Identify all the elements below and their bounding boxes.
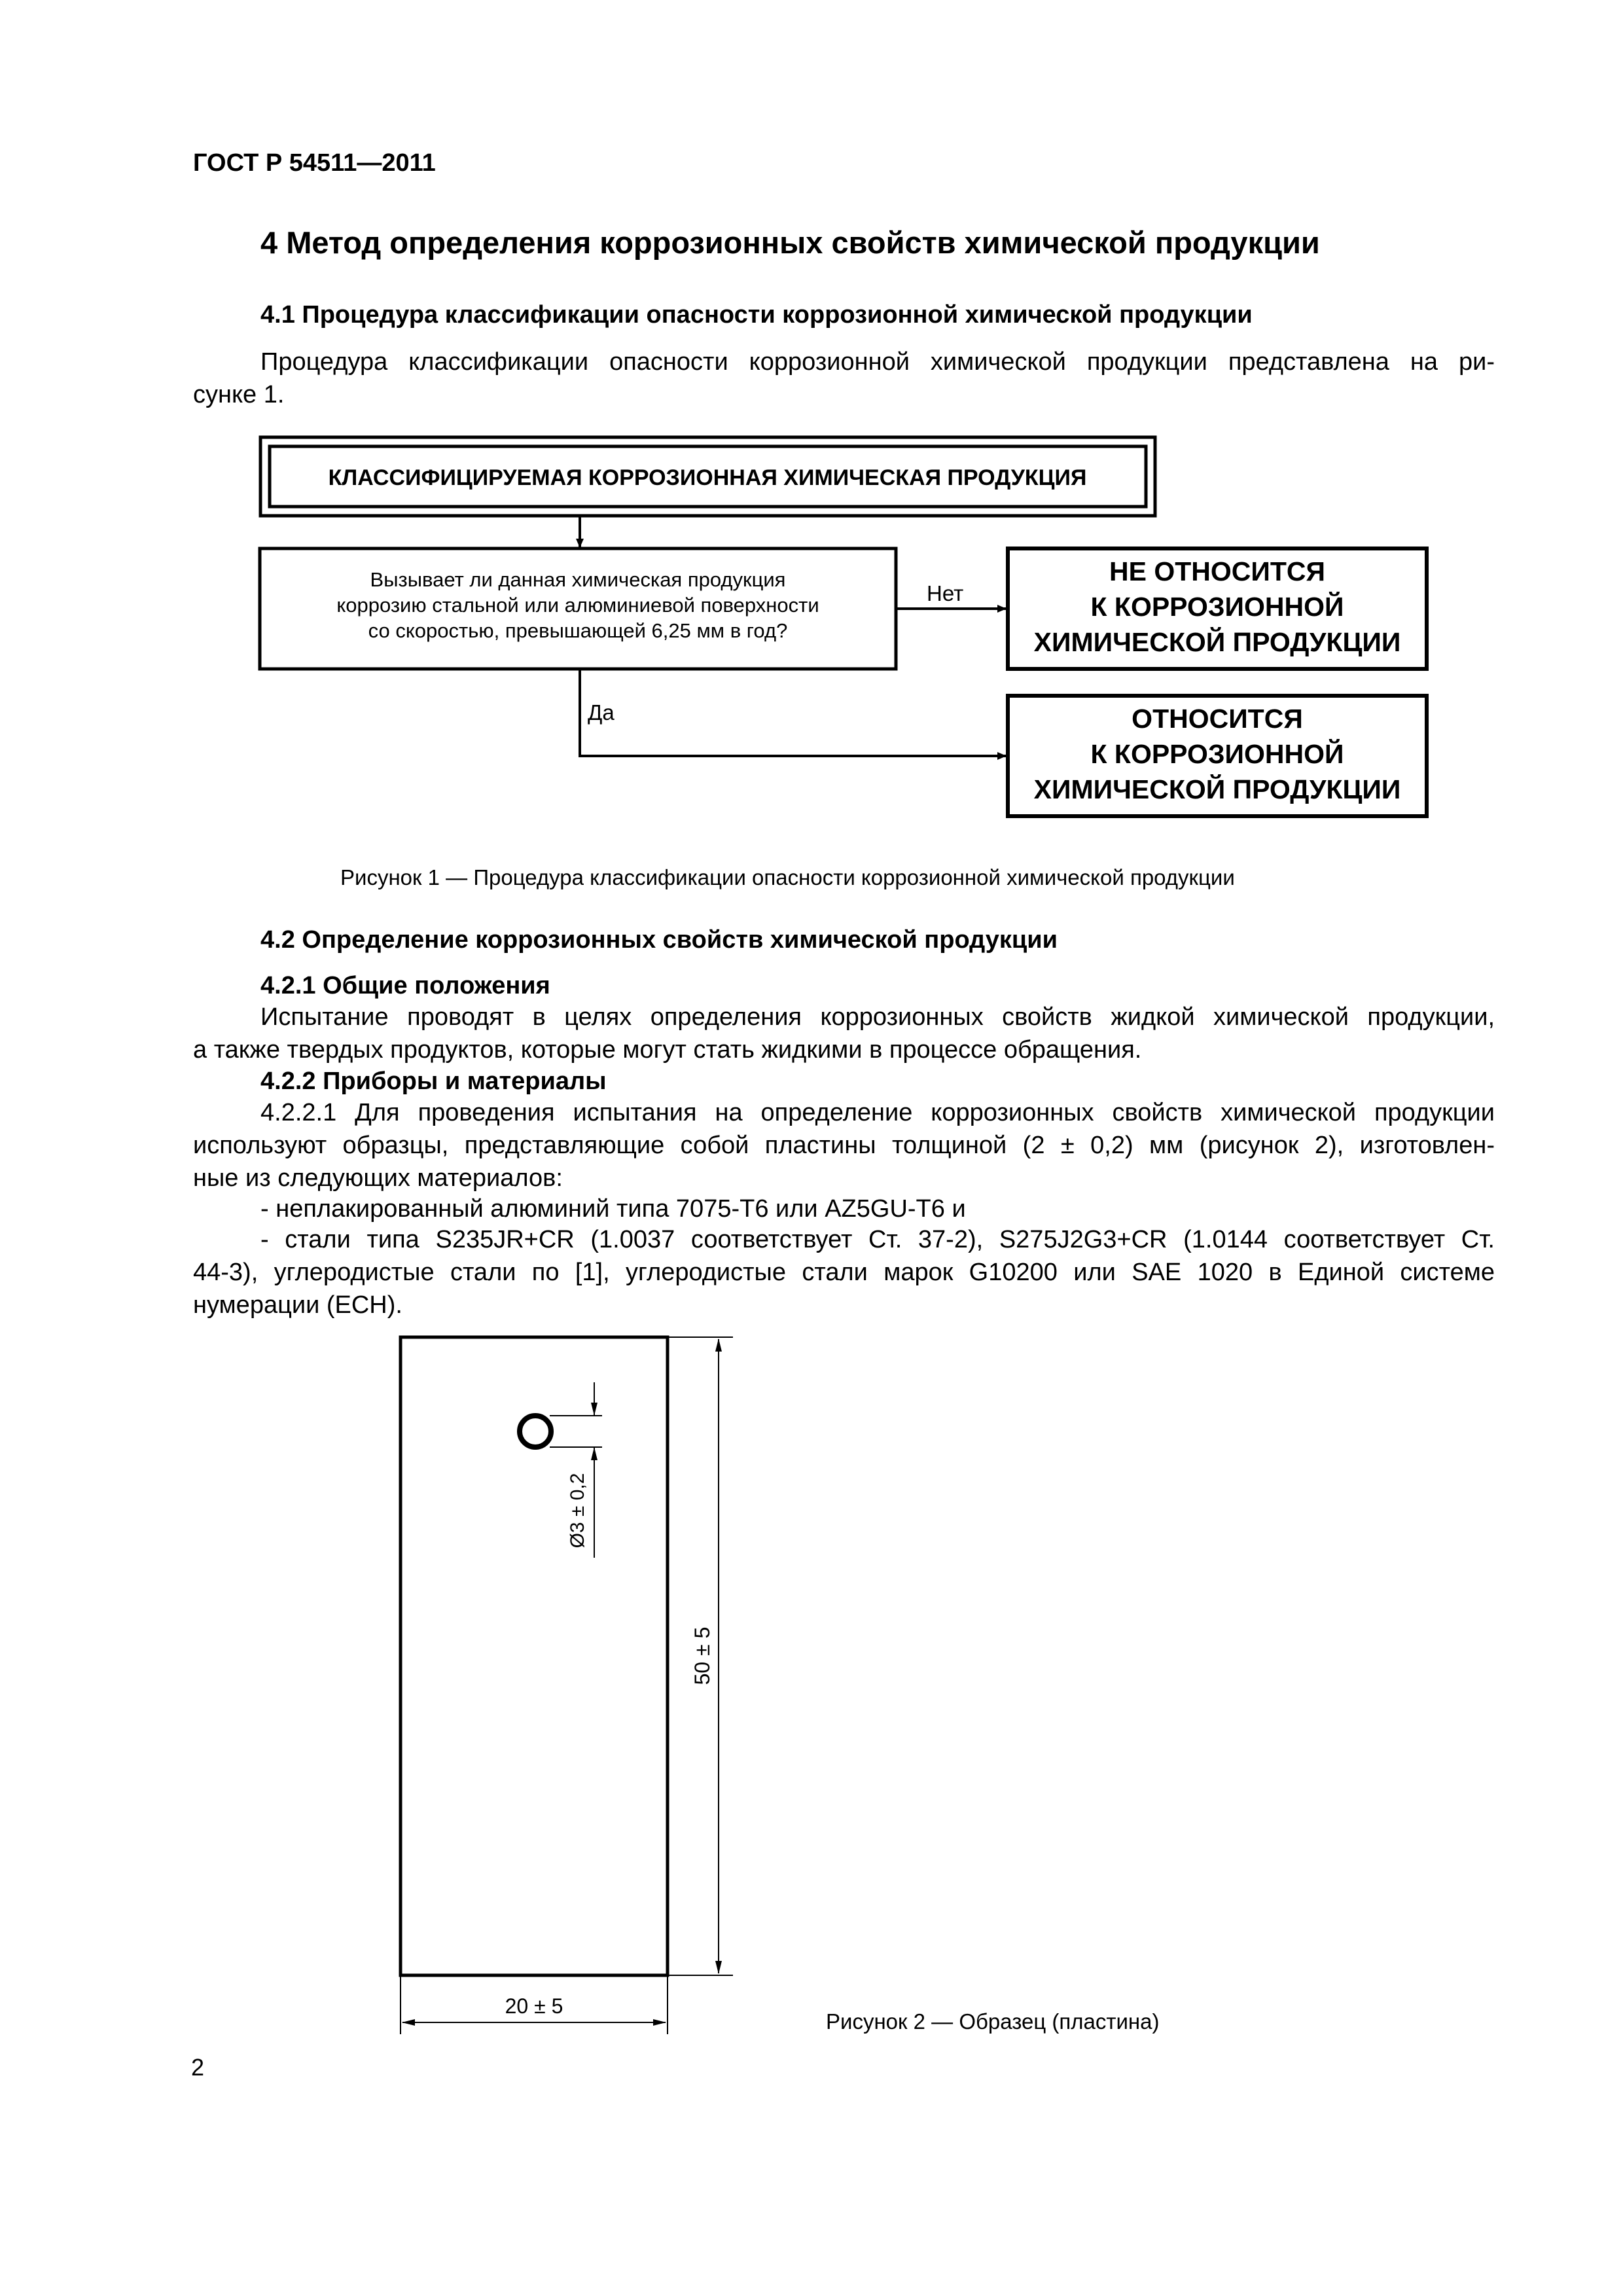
not-corrosive-line-1: НЕ ОТНОСИТСЯ bbox=[1109, 556, 1325, 586]
yes-label: Да bbox=[588, 700, 615, 725]
not-corrosive-line-2: К КОРРОЗИОННОЙ bbox=[1090, 592, 1344, 622]
standard-header: ГОСТ Р 54511—2011 bbox=[193, 149, 436, 177]
list-item: - стали типа S235JR+CR (1.0037 соответствует Ст. 37-2), S275J2G3+CR (1.0144 соответствует Ст. bbox=[260, 1226, 1495, 1253]
paragraph-line: используют образцы, представляющие собой пластины толщиной (2 ± 0,2) мм (рисунок 2), изготовлен- bbox=[193, 1132, 1495, 1159]
paragraph-line: сунке 1. bbox=[193, 381, 285, 408]
paragraph-line: Процедура классификации опасности коррозионной химической продукции представлена на ри- bbox=[260, 348, 1495, 376]
height-dimension-label: 50 ± 5 bbox=[690, 1626, 714, 1685]
paragraph-line: 44-3), углеродистые стали по [1], углеродистые стали марок G10200 или SAE 1020 в Единой системе bbox=[193, 1259, 1495, 1286]
specimen-plate-drawing bbox=[380, 1322, 785, 2094]
list-item: - неплакированный алюминий типа 7075-Т6 или AZ5GU-T6 и bbox=[260, 1195, 966, 1223]
paragraph-line: ные из следующих материалов: bbox=[193, 1164, 563, 1192]
paragraph-line: а также твердых продуктов, которые могут стать жидкими в процессе обращения. bbox=[193, 1036, 1142, 1064]
question-line-3: со скоростью, превышающей 6,25 мм в год? bbox=[368, 619, 788, 642]
mounting-hole bbox=[520, 1416, 551, 1447]
figure-2-caption: Рисунок 2 — Образец (пластина) bbox=[826, 2009, 1160, 2034]
classification-flowchart bbox=[249, 432, 1446, 825]
subsection-title-4-2: 4.2 Определение коррозионных свойств химической продукции bbox=[260, 926, 1058, 954]
no-label: Нет bbox=[927, 581, 964, 605]
width-dimension-label: 20 ± 5 bbox=[505, 1994, 563, 2018]
paragraph-line: нумерации (ЕСН). bbox=[193, 1291, 402, 1319]
subsection-title-4-2-2: 4.2.2 Приборы и материалы bbox=[260, 1067, 607, 1095]
plate-outline bbox=[401, 1337, 668, 1975]
arrow-yes bbox=[580, 669, 1006, 756]
question-line-1: Вызывает ли данная химическая продукция bbox=[370, 568, 786, 591]
question-line-2: коррозию стальной или алюминиевой поверхности bbox=[336, 594, 819, 617]
figure-1-caption: Рисунок 1 — Процедура классификации опасности коррозионной химической продукции bbox=[340, 865, 1235, 889]
corrosive-line-3: ХИМИЧЕСКОЙ ПРОДУКЦИИ bbox=[1033, 774, 1401, 804]
section-title: 4 Метод определения коррозионных свойств химической продукции bbox=[260, 225, 1320, 260]
hole-dimension-label: Ø3 ± 0,2 bbox=[567, 1473, 588, 1549]
corrosive-line-1: ОТНОСИТСЯ bbox=[1132, 704, 1303, 734]
top-box-text: КЛАССИФИЦИРУЕМАЯ КОРРОЗИОННАЯ ХИМИЧЕСКАЯ ПРОДУКЦИЯ bbox=[328, 465, 1087, 490]
page-number: 2 bbox=[191, 2054, 205, 2081]
subsection-title-4-1: 4.1 Процедура классификации опасности коррозионной химической продукции bbox=[260, 301, 1253, 329]
subsection-title-4-2-1: 4.2.1 Общие положения bbox=[260, 972, 550, 999]
paragraph-line: Испытание проводят в целях определения коррозионных свойств жидкой химической продукции, bbox=[260, 1003, 1495, 1031]
not-corrosive-line-3: ХИМИЧЕСКОЙ ПРОДУКЦИИ bbox=[1033, 627, 1401, 657]
paragraph-line: 4.2.2.1 Для проведения испытания на определение коррозионных свойств химической продукции bbox=[260, 1099, 1495, 1126]
corrosive-line-2: К КОРРОЗИОННОЙ bbox=[1090, 739, 1344, 769]
